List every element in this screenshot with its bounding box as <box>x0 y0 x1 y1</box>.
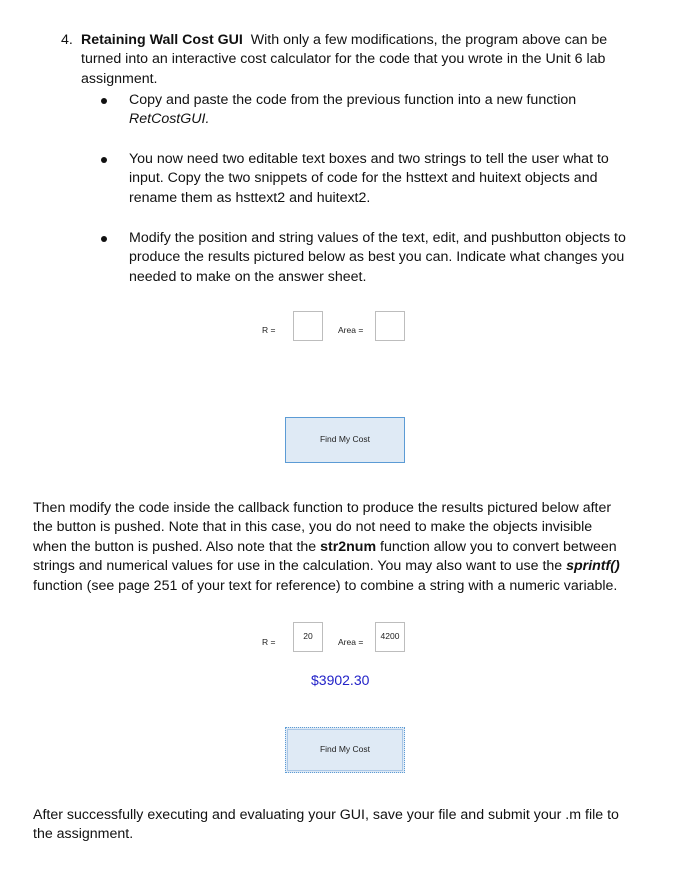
cost-result-text: $3902.30 <box>311 672 370 688</box>
para1-line-3a: when the button is pushed. Also note that the <box>33 538 321 555</box>
bullet-1-line-1: Copy and paste the code from the previous function into a new function <box>129 92 577 108</box>
question-number: 4. <box>61 32 73 48</box>
gui2-area-label: Area = <box>338 637 364 647</box>
para2-line-1: After successfully executing and evaluating your GUI, save your file and submit your .m file to <box>33 807 619 823</box>
para1-line-3c: function allow you to convert between <box>376 538 617 555</box>
str2num-keyword: str2num <box>320 538 377 555</box>
bullet-3-line-3: needed to make on the answer sheet. <box>129 268 367 285</box>
intro-line-2: turned into an interactive cost calculator for the code that you wrote in the Unit 6 lab <box>81 51 606 68</box>
bullet-2-line-3: rename them as hsttext2 and huitext2. <box>129 189 371 206</box>
gui1-r-edit-box[interactable] <box>293 311 323 341</box>
paragraph-submit <box>33 806 663 845</box>
gui1-r-label: R = <box>262 325 276 335</box>
gui1-find-my-cost-button[interactable]: Find My Cost <box>285 417 405 463</box>
bullet-2-line-2: input. Copy the two snippets of code for the hsttext and huitext objects and <box>129 170 598 187</box>
bullet-icon <box>101 98 107 104</box>
bullet-3-line-1: Modify the position and string values of the text, edit, and pushbutton objects to <box>129 230 626 246</box>
para2-line-2: the assignment. <box>33 826 134 843</box>
gui2-find-my-cost-button[interactable]: Find My Cost <box>285 727 405 773</box>
gui2-area-edit-box[interactable]: 4200 <box>375 622 405 652</box>
bullet-icon <box>101 236 107 242</box>
bullet-1-line-2: RetCostGUI. <box>129 111 210 128</box>
intro-line-1: With only a few modifications, the program above can be <box>250 32 608 48</box>
para1-line-2: the button is pushed. Note that in this case, you do not need to make the objects invisible <box>33 519 593 536</box>
paragraph-callback <box>33 499 663 596</box>
question-intro <box>81 31 661 89</box>
gui1-area-label: Area = <box>338 325 364 335</box>
intro-line-3: assignment. <box>81 70 158 87</box>
sprintf-keyword: sprintf() <box>566 558 620 575</box>
question-title: Retaining Wall Cost GUI <box>81 32 243 48</box>
para1-line-5: function (see page 251 of your text for reference) to combine a string with a numeric variable. <box>33 577 618 594</box>
para1-line-1: Then modify the code inside the callback function to produce the results pictured below after <box>33 500 612 516</box>
gui1-area-edit-box[interactable] <box>375 311 405 341</box>
para1-line-4a: strings and numerical values for use in the calculation. You may also want to use the <box>33 558 567 575</box>
bullet-icon <box>101 157 107 163</box>
bullet-3-line-2: produce the results pictured below as best you can. Indicate what changes you <box>129 249 625 266</box>
bullet-2-line-1: You now need two editable text boxes and two strings to tell the user what to <box>129 151 609 167</box>
gui2-r-label: R = <box>262 637 276 647</box>
gui2-r-edit-box[interactable]: 20 <box>293 622 323 652</box>
